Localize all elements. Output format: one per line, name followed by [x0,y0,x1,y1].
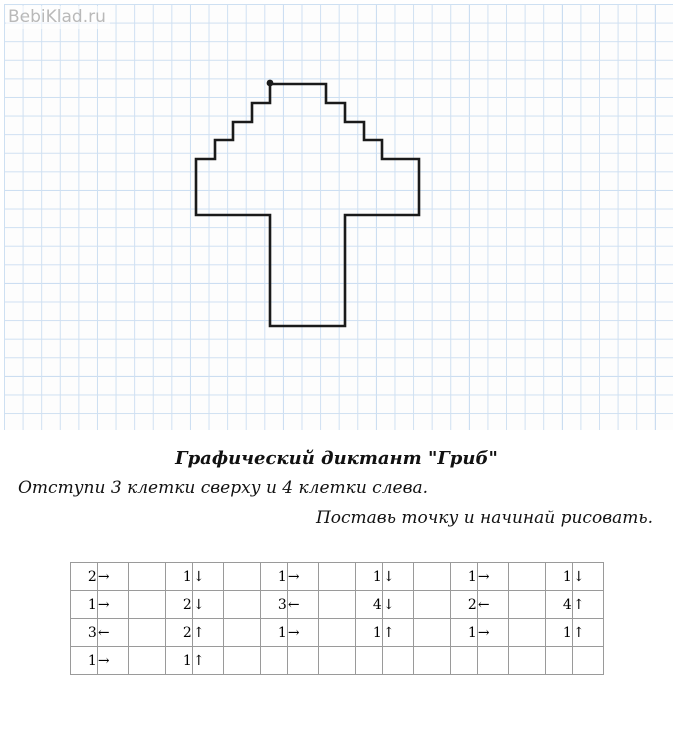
spacer-cell [223,647,260,675]
step-count: 1 [261,619,288,647]
table-row [71,647,604,675]
arrow-icon: ↓ [192,563,223,591]
step-count: 1 [261,563,288,591]
spacer-cell [318,591,355,619]
step-count: 3 [261,591,288,619]
arrow-icon: ↓ [572,563,603,591]
spacer-cell [508,591,545,619]
table-row [71,619,604,647]
arrow-icon: → [477,619,508,647]
step-count: 2 [451,591,478,619]
spacer-cell [128,619,165,647]
caption-block [0,448,673,528]
step-count: 1 [71,647,98,675]
step-count: 1 [546,619,573,647]
start-point-dot [267,80,274,87]
spacer-cell [413,563,450,591]
spacer-cell [223,591,260,619]
step-count: 4 [356,591,383,619]
arrow-icon [477,647,508,675]
step-count [261,647,288,675]
arrow-icon: ↓ [192,591,223,619]
watermark-label: BebiKlad.ru [6,6,110,29]
spacer-cell [318,563,355,591]
arrow-icon: → [97,647,128,675]
arrow-icon: → [97,591,128,619]
step-count: 1 [71,591,98,619]
step-count: 1 [451,563,478,591]
step-count: 2 [71,563,98,591]
step-count: 2 [166,619,193,647]
spacer-cell [128,563,165,591]
table-row [71,591,604,619]
page-title: Графический диктант "Гриб" [175,448,498,469]
spacer-cell [128,591,165,619]
steps-table-wrapper [70,562,604,675]
arrow-icon: ↑ [192,619,223,647]
step-count: 1 [451,619,478,647]
step-count: 3 [71,619,98,647]
spacer-cell [508,619,545,647]
arrow-icon [287,647,318,675]
instruction-line-1: Отступи 3 клетки сверху и 4 клетки слева. [18,478,429,498]
steps-table [70,562,604,675]
spacer-cell [318,647,355,675]
spacer-cell [508,647,545,675]
arrow-icon: ↓ [382,591,413,619]
table-row [71,563,604,591]
arrow-icon: → [287,619,318,647]
spacer-cell [413,591,450,619]
spacer-cell [413,619,450,647]
step-count [546,647,573,675]
step-count: 4 [546,591,573,619]
step-count [451,647,478,675]
arrow-icon: ↑ [192,647,223,675]
step-count: 1 [356,619,383,647]
spacer-cell [128,647,165,675]
arrow-icon: → [287,563,318,591]
arrow-icon: → [97,563,128,591]
mushroom-outline-path [196,84,419,326]
step-count: 2 [166,591,193,619]
step-count: 1 [356,563,383,591]
arrow-icon: → [477,563,508,591]
spacer-cell [223,619,260,647]
arrow-icon: ← [477,591,508,619]
spacer-cell [413,647,450,675]
arrow-icon: ↑ [382,619,413,647]
arrow-icon: ↓ [382,563,413,591]
arrow-icon [382,647,413,675]
step-count: 1 [166,563,193,591]
arrow-icon: ↑ [572,591,603,619]
arrow-icon: ↑ [572,619,603,647]
spacer-cell [223,563,260,591]
instruction-line-2: Поставь точку и начинай рисовать. [315,508,653,528]
step-count [356,647,383,675]
arrow-icon: ← [287,591,318,619]
step-count: 1 [166,647,193,675]
spacer-cell [318,619,355,647]
step-count: 1 [546,563,573,591]
arrow-icon [572,647,603,675]
spacer-cell [508,563,545,591]
arrow-icon: ← [97,619,128,647]
